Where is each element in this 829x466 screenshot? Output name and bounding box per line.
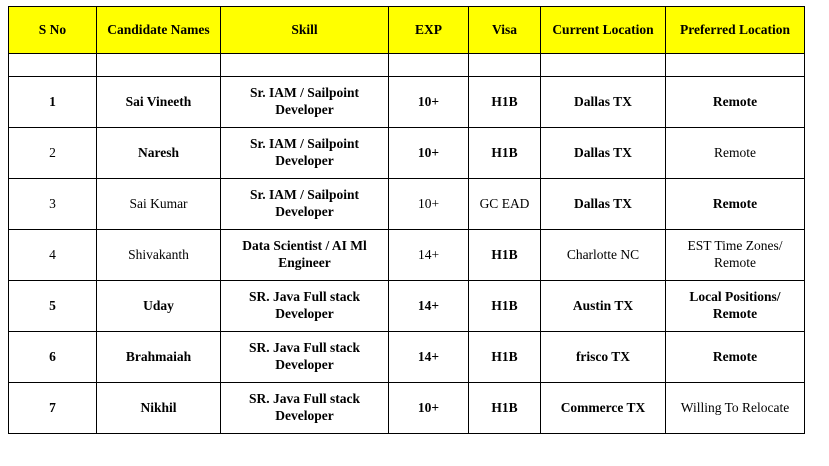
cell-current-location: Charlotte NC <box>541 230 666 281</box>
cell-exp: 10+ <box>389 77 469 128</box>
cell-visa: H1B <box>469 77 541 128</box>
cell-preferred-location: Remote <box>666 77 805 128</box>
column-header-preferred-location: Preferred Location <box>666 7 805 54</box>
spacer-cell <box>541 54 666 77</box>
cell-exp: 14+ <box>389 230 469 281</box>
cell-exp: 10+ <box>389 179 469 230</box>
cell-preferred-location: EST Time Zones/ Remote <box>666 230 805 281</box>
spacer-cell <box>469 54 541 77</box>
table-body <box>9 54 805 434</box>
cell-exp: 14+ <box>389 281 469 332</box>
spacer-cell <box>97 54 221 77</box>
column-header-s-no: S No <box>9 7 97 54</box>
table-row <box>9 128 805 179</box>
cell-exp: 10+ <box>389 128 469 179</box>
cell-s-no: 5 <box>9 281 97 332</box>
table-header <box>9 7 805 54</box>
cell-skill: SR. Java Full stack Developer <box>221 281 389 332</box>
cell-candidate-name: Naresh <box>97 128 221 179</box>
spacer-cell <box>9 54 97 77</box>
column-header-candidate-names: Candidate Names <box>97 7 221 54</box>
cell-visa: GC EAD <box>469 179 541 230</box>
cell-preferred-location: Remote <box>666 332 805 383</box>
cell-current-location: Austin TX <box>541 281 666 332</box>
cell-s-no: 2 <box>9 128 97 179</box>
cell-s-no: 3 <box>9 179 97 230</box>
column-header-current-location: Current Location <box>541 7 666 54</box>
cell-skill: SR. Java Full stack Developer <box>221 383 389 434</box>
column-header-skill: Skill <box>221 7 389 54</box>
cell-current-location: frisco TX <box>541 332 666 383</box>
cell-visa: H1B <box>469 230 541 281</box>
cell-exp: 14+ <box>389 332 469 383</box>
cell-visa: H1B <box>469 281 541 332</box>
cell-s-no: 6 <box>9 332 97 383</box>
cell-s-no: 7 <box>9 383 97 434</box>
spacer-cell <box>221 54 389 77</box>
cell-current-location: Commerce TX <box>541 383 666 434</box>
cell-s-no: 1 <box>9 77 97 128</box>
cell-visa: H1B <box>469 332 541 383</box>
cell-preferred-location: Willing To Relocate <box>666 383 805 434</box>
table-row <box>9 281 805 332</box>
table-row <box>9 179 805 230</box>
cell-visa: H1B <box>469 128 541 179</box>
cell-preferred-location: Remote <box>666 179 805 230</box>
column-header-visa: Visa <box>469 7 541 54</box>
table-row <box>9 383 805 434</box>
cell-skill: Data Scientist / AI Ml Engineer <box>221 230 389 281</box>
cell-skill: SR. Java Full stack Developer <box>221 332 389 383</box>
cell-candidate-name: Sai Vineeth <box>97 77 221 128</box>
candidate-table <box>8 6 805 434</box>
cell-exp: 10+ <box>389 383 469 434</box>
candidate-table-sheet <box>0 6 829 466</box>
table-row <box>9 230 805 281</box>
cell-current-location: Dallas TX <box>541 179 666 230</box>
cell-s-no: 4 <box>9 230 97 281</box>
table-spacer-row <box>9 54 805 77</box>
cell-visa: H1B <box>469 383 541 434</box>
cell-skill: Sr. IAM / Sailpoint Developer <box>221 128 389 179</box>
spacer-cell <box>666 54 805 77</box>
table-row <box>9 77 805 128</box>
table-row <box>9 332 805 383</box>
cell-current-location: Dallas TX <box>541 77 666 128</box>
column-header-exp: EXP <box>389 7 469 54</box>
cell-candidate-name: Uday <box>97 281 221 332</box>
cell-preferred-location: Local Positions/ Remote <box>666 281 805 332</box>
table-header-row <box>9 7 805 54</box>
cell-skill: Sr. IAM / Sailpoint Developer <box>221 179 389 230</box>
cell-candidate-name: Nikhil <box>97 383 221 434</box>
cell-skill: Sr. IAM / Sailpoint Developer <box>221 77 389 128</box>
cell-preferred-location: Remote <box>666 128 805 179</box>
cell-candidate-name: Brahmaiah <box>97 332 221 383</box>
cell-candidate-name: Sai Kumar <box>97 179 221 230</box>
cell-current-location: Dallas TX <box>541 128 666 179</box>
spacer-cell <box>389 54 469 77</box>
cell-candidate-name: Shivakanth <box>97 230 221 281</box>
